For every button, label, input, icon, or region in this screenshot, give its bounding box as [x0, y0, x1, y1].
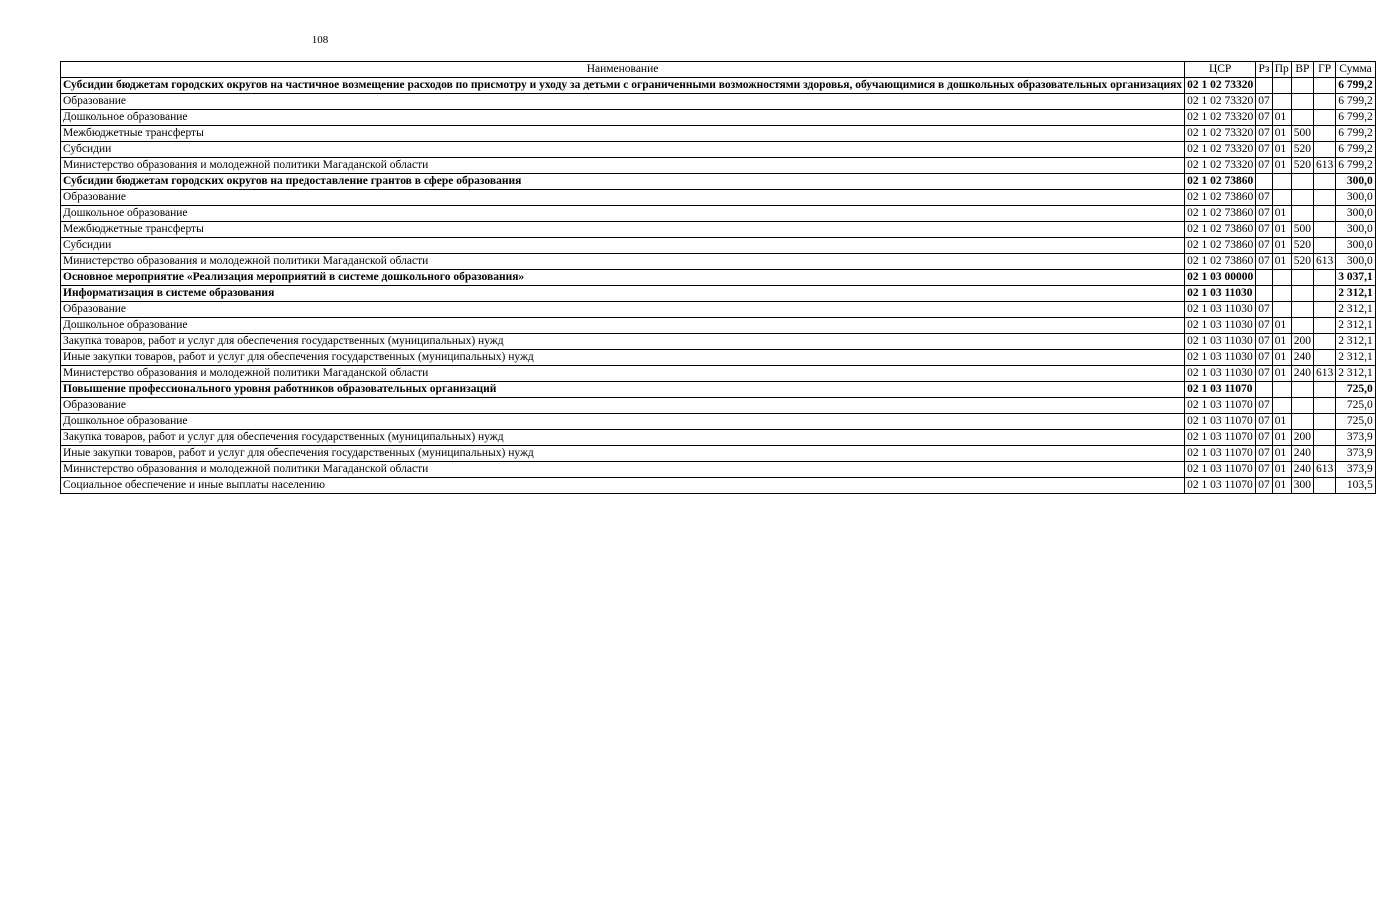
cell-pr: 01 — [1272, 350, 1291, 366]
table-row — [61, 286, 1376, 302]
cell-sum: 2 312,1 — [1336, 350, 1376, 366]
table-row — [61, 142, 1376, 158]
cell-gr: 613 — [1314, 158, 1336, 174]
cell-gr — [1314, 478, 1336, 494]
table-row — [61, 382, 1376, 398]
table-row — [61, 430, 1376, 446]
cell-csr: 02 1 02 73860 — [1185, 254, 1256, 270]
cell-name: Основное мероприятие «Реализация мероприятий в системе дошкольного образования» — [61, 270, 1185, 286]
table-row — [61, 126, 1376, 142]
cell-gr — [1314, 142, 1336, 158]
cell-csr: 02 1 03 11030 — [1185, 302, 1256, 318]
cell-vr: 520 — [1291, 142, 1313, 158]
cell-name: Субсидии — [61, 142, 1185, 158]
cell-name: Повышение профессионального уровня работников образовательных организаций — [61, 382, 1185, 398]
cell-pr — [1272, 398, 1291, 414]
cell-vr — [1291, 318, 1313, 334]
cell-csr: 02 1 03 11030 — [1185, 350, 1256, 366]
header-vr: ВР — [1291, 62, 1313, 78]
cell-gr — [1314, 334, 1336, 350]
cell-gr: 613 — [1314, 462, 1336, 478]
table-row — [61, 174, 1376, 190]
cell-pr: 01 — [1272, 206, 1291, 222]
cell-pr: 01 — [1272, 142, 1291, 158]
cell-rz: 07 — [1256, 94, 1273, 110]
cell-vr — [1291, 190, 1313, 206]
cell-rz — [1256, 382, 1273, 398]
cell-sum: 6 799,2 — [1336, 126, 1376, 142]
page-number: 108 — [311, 34, 329, 46]
cell-sum: 373,9 — [1336, 430, 1376, 446]
cell-pr: 01 — [1272, 110, 1291, 126]
cell-name: Иные закупки товаров, работ и услуг для обеспечения государственных (муниципальных) нужд — [61, 446, 1185, 462]
cell-pr: 01 — [1272, 414, 1291, 430]
header-rz: Рз — [1256, 62, 1273, 78]
cell-sum: 300,0 — [1336, 174, 1376, 190]
cell-rz — [1256, 270, 1273, 286]
cell-name: Субсидии — [61, 238, 1185, 254]
cell-rz: 07 — [1256, 414, 1273, 430]
header-sum: Сумма — [1336, 62, 1376, 78]
cell-csr: 02 1 02 73320 — [1185, 78, 1256, 94]
cell-rz: 07 — [1256, 222, 1273, 238]
table-row — [61, 318, 1376, 334]
cell-name: Образование — [61, 398, 1185, 414]
cell-pr: 01 — [1272, 366, 1291, 382]
cell-rz: 07 — [1256, 462, 1273, 478]
cell-pr — [1272, 270, 1291, 286]
cell-sum: 6 799,2 — [1336, 94, 1376, 110]
cell-pr — [1272, 78, 1291, 94]
cell-name: Министерство образования и молодежной политики Магаданской области — [61, 462, 1185, 478]
cell-pr — [1272, 94, 1291, 110]
cell-sum: 373,9 — [1336, 462, 1376, 478]
cell-csr: 02 1 02 73860 — [1185, 174, 1256, 190]
cell-gr — [1314, 206, 1336, 222]
cell-sum: 725,0 — [1336, 414, 1376, 430]
cell-gr — [1314, 446, 1336, 462]
cell-vr — [1291, 398, 1313, 414]
cell-pr: 01 — [1272, 334, 1291, 350]
cell-name: Межбюджетные трансферты — [61, 126, 1185, 142]
cell-rz: 07 — [1256, 350, 1273, 366]
table-row — [61, 254, 1376, 270]
cell-gr — [1314, 286, 1336, 302]
cell-rz — [1256, 286, 1273, 302]
cell-vr: 240 — [1291, 446, 1313, 462]
cell-vr: 520 — [1291, 158, 1313, 174]
cell-csr: 02 1 03 11070 — [1185, 398, 1256, 414]
cell-sum: 2 312,1 — [1336, 318, 1376, 334]
cell-gr — [1314, 382, 1336, 398]
cell-gr — [1314, 126, 1336, 142]
cell-csr: 02 1 02 73860 — [1185, 206, 1256, 222]
cell-csr: 02 1 02 73320 — [1185, 158, 1256, 174]
cell-gr — [1314, 302, 1336, 318]
cell-pr: 01 — [1272, 430, 1291, 446]
cell-vr — [1291, 382, 1313, 398]
cell-rz: 07 — [1256, 206, 1273, 222]
cell-name: Социальное обеспечение и иные выплаты населению — [61, 478, 1185, 494]
cell-csr: 02 1 02 73320 — [1185, 126, 1256, 142]
cell-name: Информатизация в системе образования — [61, 286, 1185, 302]
cell-csr: 02 1 03 11070 — [1185, 414, 1256, 430]
cell-sum: 300,0 — [1336, 238, 1376, 254]
cell-rz: 07 — [1256, 190, 1273, 206]
cell-csr: 02 1 03 11030 — [1185, 334, 1256, 350]
cell-gr: 613 — [1314, 366, 1336, 382]
cell-csr: 02 1 03 11030 — [1185, 366, 1256, 382]
cell-csr: 02 1 03 11070 — [1185, 478, 1256, 494]
table-row — [61, 158, 1376, 174]
cell-csr: 02 1 03 00000 — [1185, 270, 1256, 286]
cell-vr: 240 — [1291, 366, 1313, 382]
cell-gr — [1314, 78, 1336, 94]
cell-csr: 02 1 03 11030 — [1185, 286, 1256, 302]
cell-gr — [1314, 94, 1336, 110]
cell-gr — [1314, 350, 1336, 366]
cell-name: Иные закупки товаров, работ и услуг для обеспечения государственных (муниципальных) нужд — [61, 350, 1185, 366]
cell-name: Субсидии бюджетам городских округов на предоставление грантов в сфере образования — [61, 174, 1185, 190]
cell-sum: 300,0 — [1336, 206, 1376, 222]
cell-sum: 6 799,2 — [1336, 158, 1376, 174]
cell-rz: 07 — [1256, 238, 1273, 254]
cell-pr: 01 — [1272, 222, 1291, 238]
cell-csr: 02 1 02 73860 — [1185, 222, 1256, 238]
cell-name: Министерство образования и молодежной политики Магаданской области — [61, 254, 1185, 270]
cell-gr — [1314, 318, 1336, 334]
cell-name: Дошкольное образование — [61, 318, 1185, 334]
cell-sum: 300,0 — [1336, 190, 1376, 206]
cell-vr — [1291, 286, 1313, 302]
cell-name: Министерство образования и молодежной политики Магаданской области — [61, 158, 1185, 174]
header-name: Наименование — [61, 62, 1185, 78]
cell-vr — [1291, 174, 1313, 190]
cell-vr — [1291, 206, 1313, 222]
cell-vr — [1291, 414, 1313, 430]
cell-gr — [1314, 238, 1336, 254]
cell-vr: 240 — [1291, 350, 1313, 366]
cell-gr — [1314, 222, 1336, 238]
cell-csr: 02 1 02 73860 — [1185, 238, 1256, 254]
table-body — [61, 78, 1376, 494]
cell-rz: 07 — [1256, 126, 1273, 142]
cell-gr — [1314, 110, 1336, 126]
cell-sum: 103,5 — [1336, 478, 1376, 494]
cell-sum: 6 799,2 — [1336, 110, 1376, 126]
cell-pr — [1272, 174, 1291, 190]
table-row — [61, 462, 1376, 478]
table-row — [61, 366, 1376, 382]
cell-name: Межбюджетные трансферты — [61, 222, 1185, 238]
cell-sum: 2 312,1 — [1336, 366, 1376, 382]
table-row — [61, 478, 1376, 494]
cell-csr: 02 1 03 11070 — [1185, 430, 1256, 446]
cell-csr: 02 1 03 11030 — [1185, 318, 1256, 334]
cell-csr: 02 1 02 73320 — [1185, 110, 1256, 126]
cell-gr — [1314, 190, 1336, 206]
cell-pr: 01 — [1272, 462, 1291, 478]
cell-vr: 520 — [1291, 238, 1313, 254]
cell-vr: 300 — [1291, 478, 1313, 494]
cell-pr: 01 — [1272, 238, 1291, 254]
cell-rz: 07 — [1256, 334, 1273, 350]
cell-sum: 2 312,1 — [1336, 334, 1376, 350]
cell-sum: 725,0 — [1336, 398, 1376, 414]
cell-rz: 07 — [1256, 254, 1273, 270]
cell-rz: 07 — [1256, 366, 1273, 382]
cell-vr — [1291, 302, 1313, 318]
cell-rz — [1256, 78, 1273, 94]
cell-name: Закупка товаров, работ и услуг для обеспечения государственных (муниципальных) нужд — [61, 334, 1185, 350]
cell-rz: 07 — [1256, 158, 1273, 174]
cell-csr: 02 1 02 73320 — [1185, 94, 1256, 110]
cell-csr: 02 1 03 11070 — [1185, 382, 1256, 398]
cell-pr: 01 — [1272, 446, 1291, 462]
table-row — [61, 94, 1376, 110]
cell-csr: 02 1 02 73860 — [1185, 190, 1256, 206]
cell-vr: 500 — [1291, 222, 1313, 238]
table-row — [61, 222, 1376, 238]
cell-vr: 240 — [1291, 462, 1313, 478]
cell-name: Образование — [61, 190, 1185, 206]
cell-rz: 07 — [1256, 430, 1273, 446]
cell-rz: 07 — [1256, 446, 1273, 462]
table-row — [61, 78, 1376, 94]
cell-csr: 02 1 02 73320 — [1185, 142, 1256, 158]
cell-gr: 613 — [1314, 254, 1336, 270]
cell-vr: 500 — [1291, 126, 1313, 142]
budget-table — [60, 61, 1376, 494]
cell-sum: 373,9 — [1336, 446, 1376, 462]
cell-pr: 01 — [1272, 158, 1291, 174]
cell-vr: 200 — [1291, 430, 1313, 446]
cell-name: Образование — [61, 302, 1185, 318]
cell-name: Дошкольное образование — [61, 110, 1185, 126]
table-row — [61, 110, 1376, 126]
cell-rz — [1256, 174, 1273, 190]
cell-rz: 07 — [1256, 318, 1273, 334]
cell-sum: 300,0 — [1336, 222, 1376, 238]
table-row — [61, 398, 1376, 414]
cell-gr — [1314, 174, 1336, 190]
cell-vr — [1291, 78, 1313, 94]
cell-gr — [1314, 398, 1336, 414]
cell-rz: 07 — [1256, 478, 1273, 494]
cell-pr: 01 — [1272, 254, 1291, 270]
cell-pr: 01 — [1272, 478, 1291, 494]
table-header-row — [61, 62, 1376, 78]
table-row — [61, 446, 1376, 462]
cell-name: Дошкольное образование — [61, 206, 1185, 222]
cell-pr — [1272, 190, 1291, 206]
cell-csr: 02 1 03 11070 — [1185, 462, 1256, 478]
cell-name: Субсидии бюджетам городских округов на частичное возмещение расходов по присмотру и уходу за детьми с ограниченными возможностями здоровья, обучающимися в дошкольных образовательных организациях — [61, 78, 1185, 94]
cell-sum: 725,0 — [1336, 382, 1376, 398]
table-row — [61, 190, 1376, 206]
cell-rz: 07 — [1256, 110, 1273, 126]
cell-pr — [1272, 302, 1291, 318]
cell-rz: 07 — [1256, 142, 1273, 158]
cell-sum: 2 312,1 — [1336, 286, 1376, 302]
table-row — [61, 334, 1376, 350]
cell-rz: 07 — [1256, 398, 1273, 414]
cell-sum: 3 037,1 — [1336, 270, 1376, 286]
cell-csr: 02 1 03 11070 — [1185, 446, 1256, 462]
cell-pr: 01 — [1272, 126, 1291, 142]
cell-name: Образование — [61, 94, 1185, 110]
cell-gr — [1314, 270, 1336, 286]
header-csr: ЦСР — [1185, 62, 1256, 78]
cell-pr: 01 — [1272, 318, 1291, 334]
cell-name: Дошкольное образование — [61, 414, 1185, 430]
cell-sum: 6 799,2 — [1336, 78, 1376, 94]
cell-gr — [1314, 430, 1336, 446]
cell-sum: 2 312,1 — [1336, 302, 1376, 318]
cell-pr — [1272, 382, 1291, 398]
table-row — [61, 350, 1376, 366]
cell-sum: 300,0 — [1336, 254, 1376, 270]
cell-vr — [1291, 270, 1313, 286]
cell-name: Закупка товаров, работ и услуг для обеспечения государственных (муниципальных) нужд — [61, 430, 1185, 446]
cell-vr — [1291, 110, 1313, 126]
cell-pr — [1272, 286, 1291, 302]
cell-vr — [1291, 94, 1313, 110]
header-pr: Пр — [1272, 62, 1291, 78]
cell-vr: 520 — [1291, 254, 1313, 270]
table-row — [61, 206, 1376, 222]
header-gr: ГР — [1314, 62, 1336, 78]
cell-name: Министерство образования и молодежной политики Магаданской области — [61, 366, 1185, 382]
cell-rz: 07 — [1256, 302, 1273, 318]
table-row — [61, 414, 1376, 430]
cell-sum: 6 799,2 — [1336, 142, 1376, 158]
cell-vr: 200 — [1291, 334, 1313, 350]
cell-gr — [1314, 414, 1336, 430]
table-row — [61, 302, 1376, 318]
table-row — [61, 270, 1376, 286]
table-row — [61, 238, 1376, 254]
